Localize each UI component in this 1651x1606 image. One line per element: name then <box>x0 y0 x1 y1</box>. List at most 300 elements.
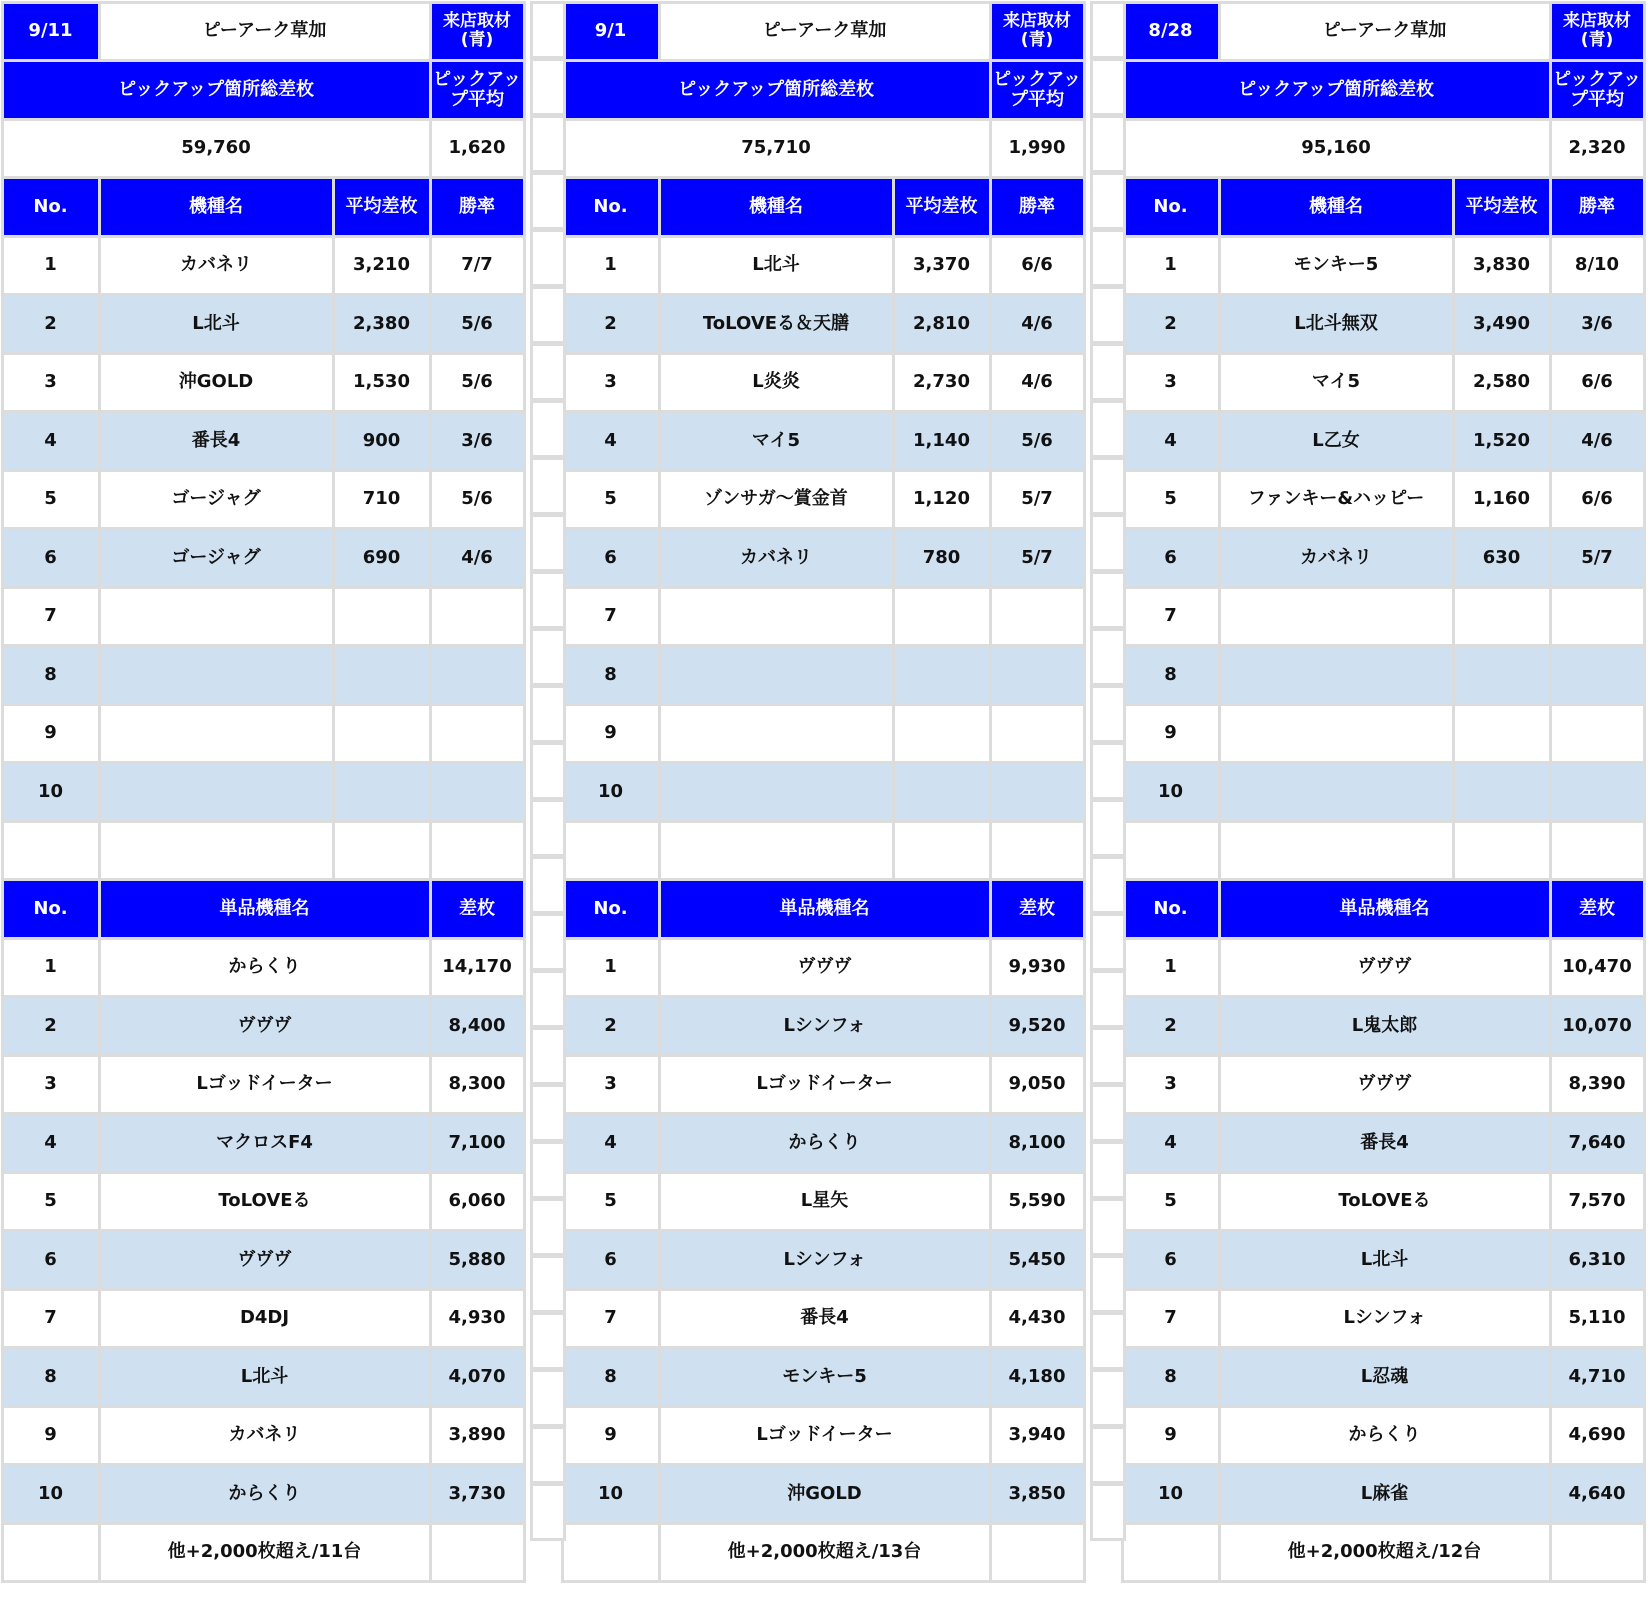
machine-row-no: 5 <box>1121 469 1221 531</box>
single-row-diff: 9,520 <box>989 995 1086 1057</box>
machine-row-avg <box>332 761 432 823</box>
separator-cell <box>1090 742 1126 801</box>
separator-cell <box>530 685 566 744</box>
spacer-cell <box>1452 820 1552 882</box>
machine-row-no: 8 <box>561 644 661 706</box>
date-panel <box>562 2 1092 1582</box>
single-row-diff: 9,930 <box>989 937 1086 999</box>
machine-row-winrate: 3/6 <box>1549 293 1646 355</box>
separator-cell <box>530 1 566 60</box>
pickup-avg-value: 1,620 <box>429 118 526 180</box>
machine-row-winrate <box>989 644 1086 706</box>
single-row-name: Lシンフォ <box>1218 1288 1552 1350</box>
machine-row-name <box>658 644 895 706</box>
separator-cell <box>530 913 566 972</box>
separator-cell <box>530 856 566 915</box>
separator-cell <box>1090 1 1126 60</box>
footer-blank <box>429 1522 526 1584</box>
machine-row-no: 3 <box>561 352 661 414</box>
machine-row-name: マイ5 <box>1218 352 1455 414</box>
machine-row-avg: 1,140 <box>892 410 992 472</box>
single-row-no: 7 <box>1 1288 101 1350</box>
machine-row-avg: 3,490 <box>1452 293 1552 355</box>
single-row-name: L鬼太郎 <box>1218 995 1552 1057</box>
single-row-diff: 4,690 <box>1549 1405 1646 1467</box>
date-label: 9/1 <box>561 1 661 63</box>
separator-cell <box>1090 685 1126 744</box>
machine-table-header: No. <box>561 176 661 238</box>
machine-row-name: 沖GOLD <box>98 352 335 414</box>
single-row-no: 3 <box>561 1054 661 1116</box>
machine-row-winrate: 5/7 <box>1549 527 1646 589</box>
machine-row-no: 5 <box>561 469 661 531</box>
machine-row-avg <box>1452 703 1552 765</box>
separator-cell <box>1090 1198 1126 1257</box>
footer-note: 他+2,000枚超え/11台 <box>98 1522 432 1584</box>
coverage-tag: 来店取材 (青) <box>1549 1 1646 63</box>
machine-row-winrate: 4/6 <box>989 293 1086 355</box>
machine-row-name: L北斗 <box>98 293 335 355</box>
separator-cell <box>1090 1027 1126 1086</box>
machine-row-winrate: 3/6 <box>429 410 526 472</box>
single-row-no: 7 <box>1121 1288 1221 1350</box>
machine-row-winrate <box>1549 761 1646 823</box>
single-row-no: 4 <box>1 1112 101 1174</box>
single-row-name: Lシンフォ <box>658 1229 992 1291</box>
machine-row-avg <box>332 703 432 765</box>
single-row-no: 10 <box>1121 1463 1221 1525</box>
single-row-diff: 10,470 <box>1549 937 1646 999</box>
separator-cell <box>1090 286 1126 345</box>
single-row-no: 9 <box>1121 1405 1221 1467</box>
machine-table-header: 平均差枚 <box>892 176 992 238</box>
single-row-name: 沖GOLD <box>658 1463 992 1525</box>
single-row-no: 8 <box>561 1346 661 1408</box>
single-table-header: 単品機種名 <box>1218 878 1552 940</box>
single-row-no: 10 <box>1 1463 101 1525</box>
machine-table-header: No. <box>1 176 101 238</box>
machine-row-avg: 630 <box>1452 527 1552 589</box>
spacer-cell <box>332 820 432 882</box>
machine-row-winrate: 8/10 <box>1549 235 1646 297</box>
machine-row-no: 8 <box>1 644 101 706</box>
single-row-diff: 5,450 <box>989 1229 1086 1291</box>
separator-cell <box>1090 1369 1126 1428</box>
single-table-header: No. <box>561 878 661 940</box>
machine-row-name: マイ5 <box>658 410 895 472</box>
machine-row-winrate: 4/6 <box>429 527 526 589</box>
separator-cell <box>530 286 566 345</box>
machine-row-name: L北斗無双 <box>1218 293 1455 355</box>
machine-row-avg <box>332 586 432 648</box>
single-row-diff: 5,110 <box>1549 1288 1646 1350</box>
separator-cell <box>530 1483 566 1542</box>
machine-table-header: 機種名 <box>658 176 895 238</box>
machine-row-avg <box>1452 761 1552 823</box>
machine-row-no: 6 <box>1121 527 1221 589</box>
single-row-name: からくり <box>98 937 432 999</box>
single-row-diff: 7,570 <box>1549 1171 1646 1233</box>
single-row-name: ヴヴヴ <box>1218 1054 1552 1116</box>
single-row-diff: 9,050 <box>989 1054 1086 1116</box>
single-row-no: 3 <box>1121 1054 1221 1116</box>
separator-cell <box>530 115 566 174</box>
single-row-diff: 4,430 <box>989 1288 1086 1350</box>
machine-row-avg: 3,830 <box>1452 235 1552 297</box>
machine-row-avg <box>892 586 992 648</box>
machine-row-no: 6 <box>1 527 101 589</box>
single-row-no: 8 <box>1 1346 101 1408</box>
machine-row-winrate <box>429 586 526 648</box>
machine-row-winrate <box>1549 644 1646 706</box>
single-table-header: 差枚 <box>989 878 1086 940</box>
pickup-total-value: 75,710 <box>561 118 992 180</box>
separator-cell <box>1090 1084 1126 1143</box>
single-row-no: 6 <box>561 1229 661 1291</box>
single-row-diff: 5,590 <box>989 1171 1086 1233</box>
machine-row-name: ToLOVEる＆天膳 <box>658 293 895 355</box>
separator-cell <box>1090 1483 1126 1542</box>
spacer-cell <box>658 820 895 882</box>
spacer-cell <box>892 820 992 882</box>
pickup-total-label: ピックアップ箇所総差枚 <box>561 59 992 121</box>
machine-row-winrate: 5/6 <box>429 293 526 355</box>
pickup-avg-value: 1,990 <box>989 118 1086 180</box>
machine-row-name <box>1218 761 1455 823</box>
single-row-diff: 8,400 <box>429 995 526 1057</box>
machine-row-winrate: 6/6 <box>1549 469 1646 531</box>
machine-row-winrate: 6/6 <box>989 235 1086 297</box>
separator-cell <box>530 571 566 630</box>
machine-row-name: L乙女 <box>1218 410 1455 472</box>
separator-cell <box>530 172 566 231</box>
separator-cell <box>530 628 566 687</box>
single-row-diff: 8,100 <box>989 1112 1086 1174</box>
separator-cell <box>1090 229 1126 288</box>
separator-cell <box>1090 970 1126 1029</box>
single-table-header: 単品機種名 <box>658 878 992 940</box>
machine-table-header: 機種名 <box>98 176 335 238</box>
single-row-name: L忍魂 <box>1218 1346 1552 1408</box>
panel-grid <box>1122 2 1651 1582</box>
machine-row-no: 7 <box>561 586 661 648</box>
separator-cell <box>1090 1312 1126 1371</box>
spacer-cell <box>429 820 526 882</box>
machine-row-avg <box>892 644 992 706</box>
separator-cell <box>1090 58 1126 117</box>
machine-row-no: 2 <box>1 293 101 355</box>
coverage-tag: 来店取材 (青) <box>989 1 1086 63</box>
separator-cell <box>530 1312 566 1371</box>
machine-row-winrate <box>1549 586 1646 648</box>
single-row-name: ヴヴヴ <box>658 937 992 999</box>
machine-row-no: 5 <box>1 469 101 531</box>
machine-row-name <box>658 761 895 823</box>
single-row-diff: 7,640 <box>1549 1112 1646 1174</box>
single-row-diff: 4,710 <box>1549 1346 1646 1408</box>
single-row-name: D4DJ <box>98 1288 432 1350</box>
spacer-cell <box>98 820 335 882</box>
machine-row-winrate: 5/6 <box>429 469 526 531</box>
separator-cell <box>530 343 566 402</box>
single-row-no: 6 <box>1 1229 101 1291</box>
machine-row-avg: 690 <box>332 527 432 589</box>
machine-row-avg: 1,530 <box>332 352 432 414</box>
machine-row-avg: 2,580 <box>1452 352 1552 414</box>
machine-row-no: 2 <box>561 293 661 355</box>
single-row-diff: 8,300 <box>429 1054 526 1116</box>
machine-row-avg <box>332 644 432 706</box>
machine-row-no: 10 <box>1121 761 1221 823</box>
machine-row-name: モンキー5 <box>1218 235 1455 297</box>
separator-cell <box>1090 913 1126 972</box>
machine-row-avg <box>892 761 992 823</box>
separator-cell <box>530 742 566 801</box>
machine-row-name: ゴージャグ <box>98 527 335 589</box>
date-panel <box>1122 2 1651 1582</box>
separator-cell <box>530 1198 566 1257</box>
machine-row-no: 4 <box>1121 410 1221 472</box>
separator-cell <box>530 1426 566 1485</box>
separator-cell <box>1090 628 1126 687</box>
single-row-name: からくり <box>1218 1405 1552 1467</box>
machine-row-name <box>98 761 335 823</box>
machine-row-winrate: 5/6 <box>989 410 1086 472</box>
machine-row-name <box>1218 644 1455 706</box>
separator-cell <box>530 1084 566 1143</box>
store-name: ピーアーク草加 <box>658 1 992 63</box>
machine-row-winrate <box>989 761 1086 823</box>
machine-row-winrate <box>429 703 526 765</box>
single-row-no: 1 <box>1 937 101 999</box>
pickup-total-label: ピックアップ箇所総差枚 <box>1121 59 1552 121</box>
single-row-diff: 6,060 <box>429 1171 526 1233</box>
panel-grid <box>562 2 1092 1582</box>
machine-row-no: 4 <box>1 410 101 472</box>
machine-row-no: 1 <box>1 235 101 297</box>
separator-cell <box>530 229 566 288</box>
pickup-avg-label: ピックアップ平均 <box>989 59 1086 121</box>
single-row-name: ヴヴヴ <box>1218 937 1552 999</box>
panel-separator <box>1090 2 1126 1604</box>
pickup-avg-value: 2,320 <box>1549 118 1646 180</box>
date-label: 8/28 <box>1121 1 1221 63</box>
machine-row-avg: 1,120 <box>892 469 992 531</box>
machine-row-avg: 710 <box>332 469 432 531</box>
machine-row-avg: 900 <box>332 410 432 472</box>
machine-row-name <box>658 586 895 648</box>
single-row-diff: 14,170 <box>429 937 526 999</box>
footer-blank <box>989 1522 1086 1584</box>
separator-cell <box>1090 799 1126 858</box>
machine-table-header: 機種名 <box>1218 176 1455 238</box>
pickup-total-label: ピックアップ箇所総差枚 <box>1 59 432 121</box>
machine-row-no: 9 <box>1121 703 1221 765</box>
footer-blank <box>1121 1522 1221 1584</box>
footer-blank <box>1 1522 101 1584</box>
machine-row-name: L北斗 <box>658 235 895 297</box>
machine-row-winrate: 7/7 <box>429 235 526 297</box>
machine-row-winrate <box>429 644 526 706</box>
machine-row-avg: 1,520 <box>1452 410 1552 472</box>
panel-separator <box>530 2 566 1604</box>
single-row-no: 3 <box>1 1054 101 1116</box>
single-row-name: からくり <box>98 1463 432 1525</box>
single-table-header: 差枚 <box>429 878 526 940</box>
footer-note: 他+2,000枚超え/13台 <box>658 1522 992 1584</box>
single-row-diff: 10,070 <box>1549 995 1646 1057</box>
single-row-diff: 7,100 <box>429 1112 526 1174</box>
machine-row-winrate: 5/7 <box>989 527 1086 589</box>
single-row-no: 9 <box>1 1405 101 1467</box>
single-row-name: ヴヴヴ <box>98 1229 432 1291</box>
single-row-name: モンキー5 <box>658 1346 992 1408</box>
machine-row-avg <box>1452 586 1552 648</box>
separator-cell <box>530 1141 566 1200</box>
machine-row-no: 4 <box>561 410 661 472</box>
coverage-tag: 来店取材 (青) <box>429 1 526 63</box>
machine-table-header: 平均差枚 <box>332 176 432 238</box>
separator-cell <box>530 1255 566 1314</box>
single-row-name: Lゴッドイーター <box>98 1054 432 1116</box>
machine-row-no: 9 <box>1 703 101 765</box>
machine-table-header: 平均差枚 <box>1452 176 1552 238</box>
single-row-name: ToLOVEる <box>98 1171 432 1233</box>
date-panel <box>2 2 532 1582</box>
machine-row-name: カバネリ <box>1218 527 1455 589</box>
single-row-no: 8 <box>1121 1346 1221 1408</box>
machine-row-winrate: 5/6 <box>429 352 526 414</box>
single-row-no: 4 <box>561 1112 661 1174</box>
machine-row-no: 10 <box>1 761 101 823</box>
single-row-name: L北斗 <box>1218 1229 1552 1291</box>
machine-row-name <box>1218 703 1455 765</box>
separator-cell <box>1090 172 1126 231</box>
pickup-avg-label: ピックアップ平均 <box>1549 59 1646 121</box>
single-row-diff: 3,850 <box>989 1463 1086 1525</box>
machine-row-name <box>1218 586 1455 648</box>
machine-row-no: 7 <box>1121 586 1221 648</box>
machine-row-name <box>98 644 335 706</box>
spacer-cell <box>1 820 101 882</box>
single-row-name: 番長4 <box>1218 1112 1552 1174</box>
single-row-no: 2 <box>561 995 661 1057</box>
single-row-diff: 3,890 <box>429 1405 526 1467</box>
single-table-header: 差枚 <box>1549 878 1646 940</box>
machine-row-winrate <box>1549 703 1646 765</box>
store-name: ピーアーク草加 <box>98 1 432 63</box>
machine-row-avg: 2,730 <box>892 352 992 414</box>
machine-row-winrate: 5/7 <box>989 469 1086 531</box>
machine-row-avg: 2,810 <box>892 293 992 355</box>
single-row-diff: 3,940 <box>989 1405 1086 1467</box>
single-row-no: 6 <box>1121 1229 1221 1291</box>
machine-row-avg <box>1452 644 1552 706</box>
machine-row-no: 10 <box>561 761 661 823</box>
single-row-name: 番長4 <box>658 1288 992 1350</box>
spacer-cell <box>1549 820 1646 882</box>
machine-row-name <box>98 586 335 648</box>
machine-row-no: 6 <box>561 527 661 589</box>
single-row-diff: 5,880 <box>429 1229 526 1291</box>
separator-cell <box>530 457 566 516</box>
machine-row-name <box>98 703 335 765</box>
single-row-diff: 4,070 <box>429 1346 526 1408</box>
machine-row-name: カバネリ <box>98 235 335 297</box>
separator-cell <box>1090 457 1126 516</box>
single-row-diff: 4,640 <box>1549 1463 1646 1525</box>
single-row-name: L北斗 <box>98 1346 432 1408</box>
single-row-name: ヴヴヴ <box>98 995 432 1057</box>
machine-row-winrate: 4/6 <box>989 352 1086 414</box>
single-row-no: 4 <box>1121 1112 1221 1174</box>
machine-row-avg: 1,160 <box>1452 469 1552 531</box>
single-row-diff: 6,310 <box>1549 1229 1646 1291</box>
spacer-cell <box>1121 820 1221 882</box>
pickup-avg-label: ピックアップ平均 <box>429 59 526 121</box>
single-row-no: 5 <box>561 1171 661 1233</box>
single-row-no: 1 <box>1121 937 1221 999</box>
single-table-header: 単品機種名 <box>98 878 432 940</box>
single-row-no: 2 <box>1121 995 1221 1057</box>
single-row-name: Lシンフォ <box>658 995 992 1057</box>
machine-row-name <box>658 703 895 765</box>
machine-row-winrate <box>989 586 1086 648</box>
machine-row-avg <box>892 703 992 765</box>
spacer-cell <box>1218 820 1455 882</box>
machine-row-no: 9 <box>561 703 661 765</box>
machine-row-avg: 3,370 <box>892 235 992 297</box>
machine-row-no: 1 <box>1121 235 1221 297</box>
separator-cell <box>530 58 566 117</box>
separator-cell <box>1090 400 1126 459</box>
pickup-total-value: 59,760 <box>1 118 432 180</box>
machine-row-no: 1 <box>561 235 661 297</box>
machine-table-header: 勝率 <box>989 176 1086 238</box>
single-row-diff: 8,390 <box>1549 1054 1646 1116</box>
machine-table-header: 勝率 <box>1549 176 1646 238</box>
machine-table-header: No. <box>1121 176 1221 238</box>
separator-cell <box>530 1369 566 1428</box>
machine-row-winrate <box>989 703 1086 765</box>
separator-cell <box>530 799 566 858</box>
single-row-name: マクロスF4 <box>98 1112 432 1174</box>
separator-cell <box>1090 343 1126 402</box>
machine-row-no: 3 <box>1121 352 1221 414</box>
machine-row-winrate: 6/6 <box>1549 352 1646 414</box>
separator-cell <box>530 400 566 459</box>
machine-row-name: ゾンサガ～賞金首 <box>658 469 895 531</box>
separator-cell <box>530 970 566 1029</box>
single-row-no: 10 <box>561 1463 661 1525</box>
footer-note: 他+2,000枚超え/12台 <box>1218 1522 1552 1584</box>
single-row-name: Lゴッドイーター <box>658 1405 992 1467</box>
date-label: 9/11 <box>1 1 101 63</box>
single-row-name: L星矢 <box>658 1171 992 1233</box>
machine-row-avg: 780 <box>892 527 992 589</box>
panel-grid <box>2 2 532 1582</box>
separator-cell <box>1090 1255 1126 1314</box>
footer-blank <box>561 1522 661 1584</box>
machine-row-name: 番長4 <box>98 410 335 472</box>
machine-row-winrate: 4/6 <box>1549 410 1646 472</box>
single-row-no: 7 <box>561 1288 661 1350</box>
spacer-cell <box>989 820 1086 882</box>
separator-cell <box>1090 1426 1126 1485</box>
single-row-diff: 4,180 <box>989 1346 1086 1408</box>
spacer-cell <box>561 820 661 882</box>
store-name: ピーアーク草加 <box>1218 1 1552 63</box>
